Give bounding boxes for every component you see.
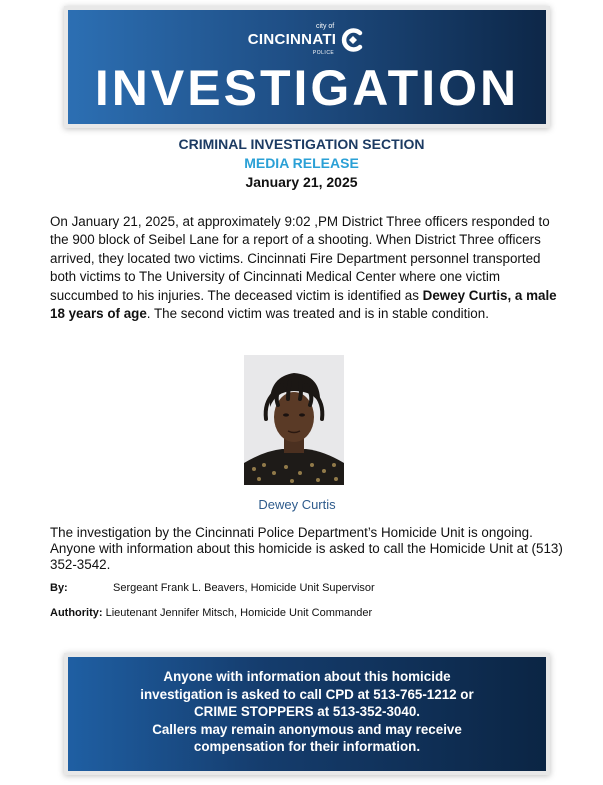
authority-label: Authority: <box>50 607 103 619</box>
logo-wordmark <box>247 23 337 56</box>
logo-name-text: CINCINNATI <box>247 31 337 48</box>
cincinnati-c-icon <box>340 27 366 53</box>
investigation-banner <box>68 10 546 124</box>
victim-portrait-graphic <box>244 355 344 485</box>
by-label: By: <box>50 582 68 594</box>
footer-line-4: Callers may remain anonymous and may receive <box>152 721 462 737</box>
by-line <box>50 582 375 594</box>
by-value: Sergeant Frank L. Beavers, Homicide Unit Supervisor <box>113 582 375 594</box>
crime-stoppers-banner <box>68 657 546 771</box>
footer-line-2: investigation is asked to call CPD at 513-765-1212 or <box>140 686 474 702</box>
banner-title: INVESTIGATION <box>94 60 520 116</box>
logo-police-text: POLICE <box>312 50 335 56</box>
investigation-paragraph: The investigation by the Cincinnati Police Department’s Homicide Unit is ongoing. Anyone with information about this homicide is asked to call the Homicide Unit at (513) 352-3542. <box>50 525 563 572</box>
incident-text-end: . The second victim was treated and is in stable condition. <box>146 306 489 322</box>
cpd-logo <box>68 22 546 58</box>
authority-line <box>50 607 372 619</box>
victim-identity: Dewey Curtis, a male 18 years of age <box>50 287 557 322</box>
section-heading: CRIMINAL INVESTIGATION SECTION <box>178 136 425 152</box>
photo-caption: Dewey Curtis <box>258 497 336 512</box>
release-date: January 21, 2025 <box>245 174 358 190</box>
footer-line-3: CRIME STOPPERS at 513-352-3040. <box>193 704 420 720</box>
incident-text: On January 21, 2025, at approximately 9:02 ,PM District Three officers responded to the 900 block of Seibel Lane for a report of a shooting. When District Three officers arrived, they located two victims. Cincinnati Fire Department personnel transported both victims to The University of Cincinnati Medical Center where one victim succumbed to his injuries. The deceased victim is identified as <box>50 214 550 303</box>
logo-city-text: city of <box>315 23 335 30</box>
victim-photo <box>244 355 344 485</box>
incident-paragraph <box>50 213 570 323</box>
media-release-heading: MEDIA RELEASE <box>244 155 359 171</box>
footer-line-5: compensation for their information. <box>193 739 421 755</box>
footer-line-1: Anyone with information about this homicide <box>163 669 451 684</box>
authority-value: Lieutenant Jennifer Mitsch, Homicide Unit Commander <box>105 607 373 619</box>
